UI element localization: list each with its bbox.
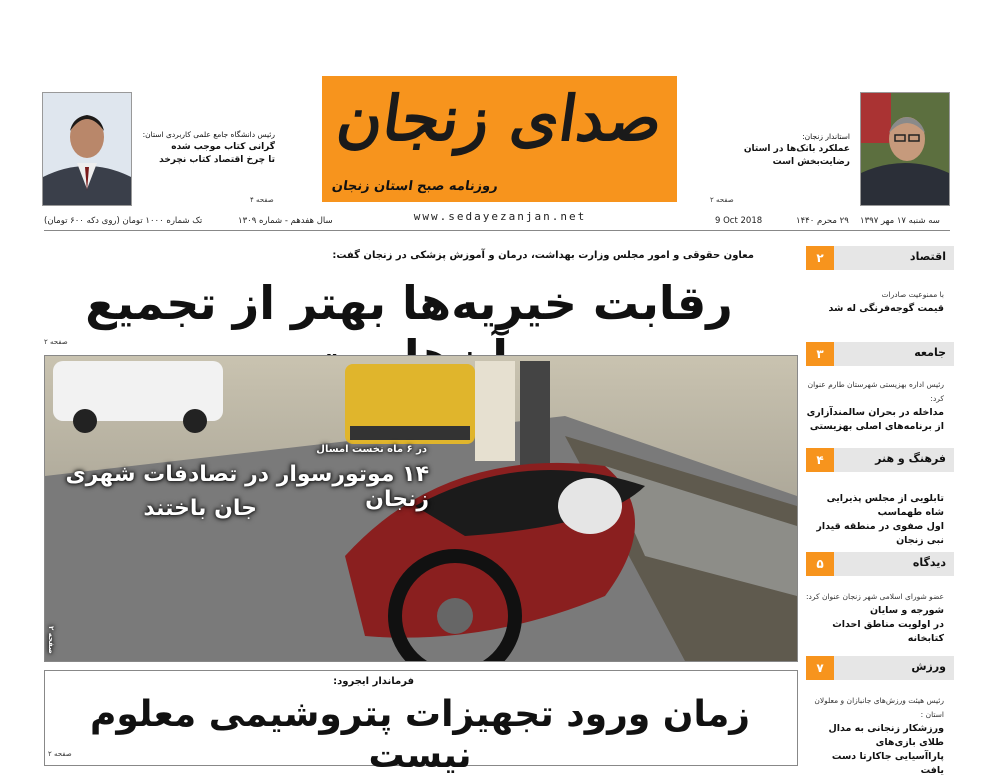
section-page-number: ۵ <box>806 552 834 576</box>
teaser-left-kicker: رئیس دانشگاه جامع علمی کاربردی استان: <box>142 130 275 139</box>
story-line2: اول صفوی در منطقه قیدار نبی زنجان <box>816 521 944 546</box>
story-line1: قیمت گوجه‌فرنگی له شد <box>828 303 944 314</box>
story-line1: مداخله در بحران سالمندآزاری <box>806 407 944 418</box>
lead-page: صفحه ۲ <box>44 338 68 346</box>
masthead-logo <box>322 76 677 202</box>
section-sports[interactable] <box>806 656 954 778</box>
photo-page: صفحه ۲ <box>47 626 55 654</box>
section-page-number: ۲ <box>806 246 834 270</box>
lead-kicker: معاون حقوقی و امور مجلس وزارت بهداشت، درمان و آموزش پزشکی در زنجان گفت: <box>332 250 754 261</box>
story-line2: پاراآسیایی جاکارتا دست یافت <box>831 751 944 776</box>
section-header <box>806 656 954 680</box>
teaser-right-page: صفحه ۲ <box>710 196 734 204</box>
teaser-left-line2: تا چرخ اقتصاد کتاب نچرخد <box>159 155 275 165</box>
second-headline[interactable]: زمان ورود تجهیزات پتروشیمی معلوم نیست <box>89 694 751 776</box>
section-header <box>806 342 954 366</box>
price-info: تک شماره ۱۰۰۰ تومان (روی دکه ۶۰۰ تومان) <box>44 216 203 226</box>
teaser-left-line1: گرانی کتاب موجب شده <box>171 142 275 152</box>
person-portrait-icon <box>43 93 131 205</box>
section-culture[interactable] <box>806 448 954 548</box>
section-header <box>806 246 954 270</box>
issue-number: سال هفدهم - شماره ۱۳۰۹ <box>238 216 333 226</box>
section-page-number: ۳ <box>806 342 834 366</box>
story-kicker: رئیس اداره بهزیستی شهرستان طارم عنوان کرد: <box>807 380 944 403</box>
section-page-number: ۷ <box>806 656 834 680</box>
story-kicker: عضو شورای اسلامی شهر زنجان عنوان کرد: <box>805 592 944 601</box>
section-title: ورزش <box>911 660 946 673</box>
newspaper-tagline: روزنامه صبح استان زنجان <box>330 179 499 194</box>
photo-kicker: در ۶ ماه نخست امسال <box>316 444 427 455</box>
section-title: دیدگاه <box>912 556 946 569</box>
date-persian: سه شنبه ۱۷ مهر ۱۳۹۷ <box>860 216 940 226</box>
teaser-left[interactable] <box>140 128 275 167</box>
story-line1: ورزشکار زنجانی به مدال طلای بازی‌های <box>828 723 944 748</box>
story-kicker: با ممنوعیت صادرات <box>881 290 944 299</box>
photo-headline-line2[interactable]: جان باختند <box>143 496 257 521</box>
header-divider <box>44 230 950 231</box>
date-hijri: ۲۹ محرم ۱۴۴۰ <box>796 216 849 226</box>
second-page: صفحه ۲ <box>48 750 72 758</box>
story-kicker: رئیس هیئت ورزش‌های جانبازان و معلولان استان : <box>814 696 944 719</box>
section-story[interactable] <box>806 590 944 646</box>
official-portrait-icon <box>861 93 949 205</box>
section-page-number: ۴ <box>806 448 834 472</box>
section-society[interactable] <box>806 342 954 434</box>
teaser-right-line1: عملکرد بانک‌ها در استان رضایت‌بخش است <box>743 144 850 167</box>
section-opinion[interactable] <box>806 552 954 646</box>
lead-headline[interactable]: رقابت خیریه‌ها بهتر از تجمیع <box>85 276 733 330</box>
story-line2: در اولویت مناطق احداث کتابخانه <box>832 619 944 644</box>
story-line2: از برنامه‌های اصلی بهزیستی <box>809 421 944 432</box>
section-story[interactable] <box>806 288 944 316</box>
story-line1: شورجه و سایان <box>869 605 944 616</box>
photo-headline-line1[interactable]: ۱۴ موتورسوار در تصادفات شهری زنجان <box>65 462 429 512</box>
date-gregorian: 9 Oct 2018 <box>715 216 763 226</box>
portrait-photo-left <box>42 92 132 206</box>
story-line1: تابلویی از مجلس پذیرایی شاه طهماسب <box>826 493 944 518</box>
section-story[interactable] <box>806 694 944 778</box>
section-title: اقتصاد <box>909 250 946 263</box>
teaser-right-kicker: استاندار زنجان: <box>802 132 850 141</box>
website-url[interactable]: www.sedayezanjan.net <box>413 210 587 223</box>
section-story[interactable] <box>806 378 944 434</box>
teaser-right[interactable] <box>700 130 850 169</box>
newspaper-name: صدای زنجان <box>332 82 668 155</box>
teaser-left-page: صفحه ۴ <box>250 196 274 204</box>
second-kicker: فرماندار ایجرود: <box>333 676 414 687</box>
section-story[interactable] <box>806 492 944 548</box>
section-header <box>806 448 954 472</box>
section-economy[interactable] <box>806 246 954 316</box>
main-photo[interactable] <box>44 355 798 662</box>
section-header <box>806 552 954 576</box>
portrait-photo-right <box>860 92 950 206</box>
section-title: جامعه <box>914 346 946 359</box>
section-title: فرهنگ و هنر <box>875 452 946 465</box>
